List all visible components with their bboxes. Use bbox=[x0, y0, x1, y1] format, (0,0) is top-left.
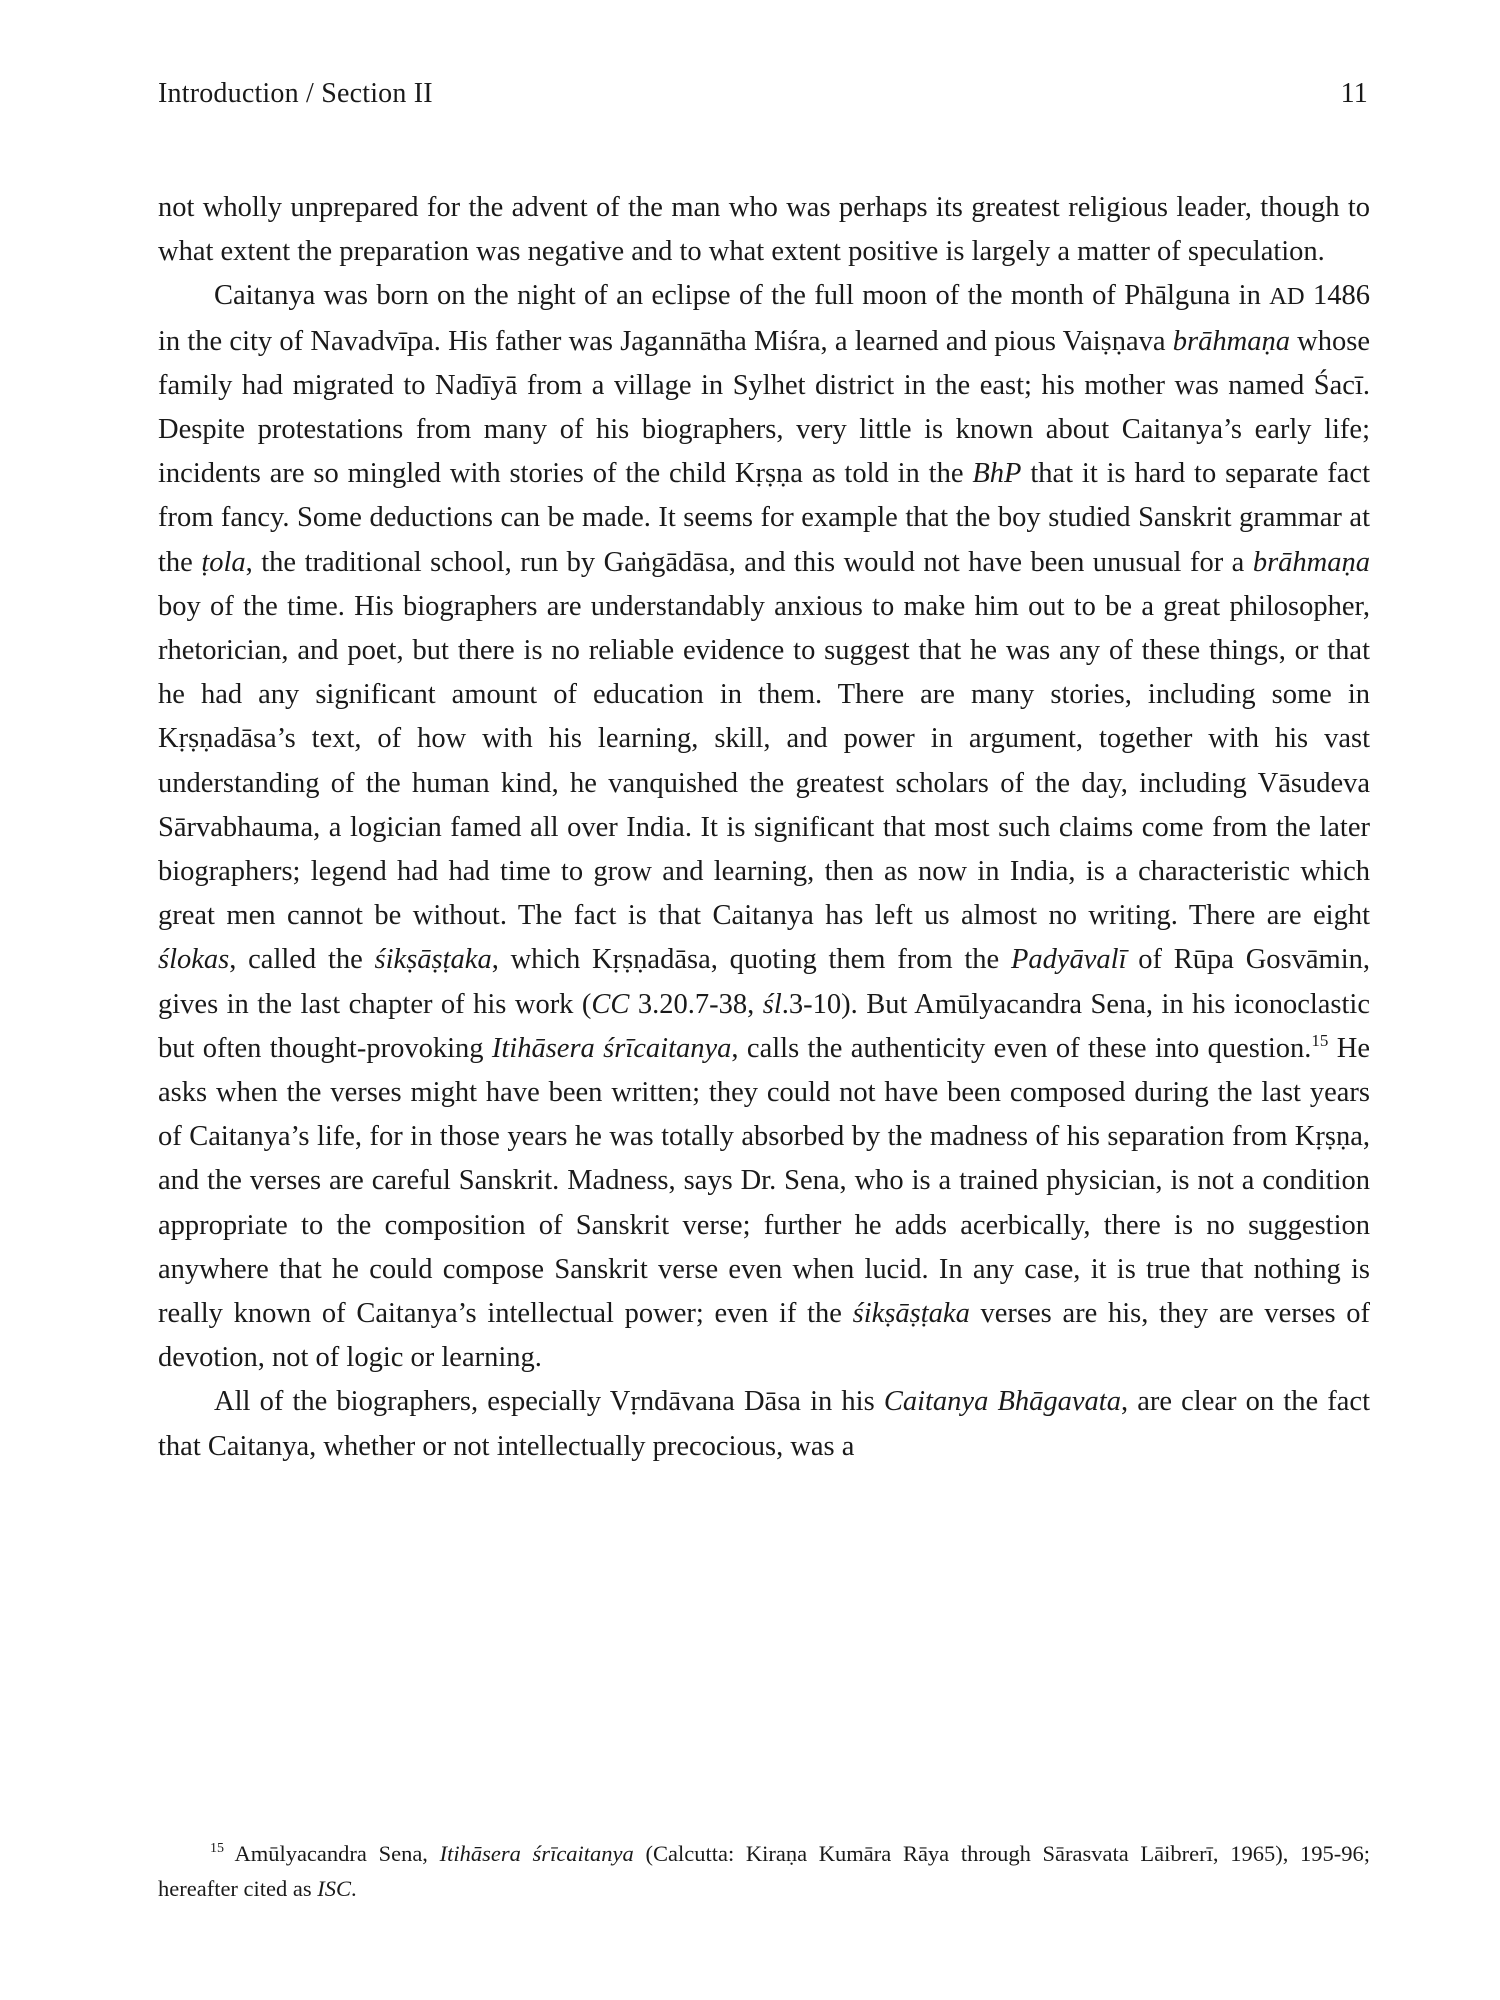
text-run: , called the bbox=[229, 944, 375, 976]
italic-term: Itihāsera śrīcaitanya bbox=[439, 1841, 634, 1866]
footnote-15 bbox=[158, 1836, 1370, 1906]
footnotes bbox=[158, 1836, 1370, 1906]
italic-term: ISC bbox=[317, 1876, 352, 1901]
text-run: whose family had migrated to Nadīyā from a village in Sylhet district in the east; his mother was named Śacī. Despite protestations from many of his biographers, very little is known about Caitanya’s early life; incidents are so mingled with stories of the child Kṛṣṇa as told in the bbox=[158, 325, 1370, 490]
text-run: 3.20.7-38, bbox=[629, 988, 763, 1020]
footnote-number: 15 bbox=[210, 1841, 224, 1856]
italic-term: brāhmaṇa bbox=[1172, 325, 1290, 357]
running-head bbox=[158, 78, 1370, 118]
text-run: All of the biographers, especially Vṛndāvana Dāsa in his bbox=[214, 1386, 884, 1418]
paragraph-3 bbox=[158, 1380, 1370, 1468]
text-run: Caitanya was born on the night of an eclipse of the full moon of the month of Phālguna in bbox=[214, 280, 1270, 312]
italic-term: CC bbox=[591, 988, 630, 1020]
text-run: .3-10). But Amūlyacandra Sena, in his iconoclastic but often thought-provoking bbox=[158, 988, 1370, 1064]
page-number: 11 bbox=[1340, 78, 1368, 109]
italic-term: śikṣāṣṭaka bbox=[852, 1298, 970, 1330]
text-run: . bbox=[351, 1876, 357, 1901]
small-caps-text: AD bbox=[1269, 283, 1305, 311]
italic-term: Padyāvalī bbox=[1010, 944, 1127, 976]
paragraph-2 bbox=[158, 274, 1370, 1380]
text-run: , the traditional school, run by Gaṅgādāsa, and this would not have been unusual for a bbox=[245, 546, 1253, 578]
text-run: (Calcutta: Kiraṇa Kumāra Rāya through Sārasvata Lāibrerī, 1965), 195-96; hereafter cited as bbox=[158, 1841, 1370, 1901]
italic-term: ślokas bbox=[158, 944, 230, 976]
italic-term: brāhmaṇa bbox=[1252, 546, 1370, 578]
paragraph-1 bbox=[158, 186, 1370, 274]
footnote-reference[interactable]: 15 bbox=[1311, 1030, 1329, 1050]
italic-term: śl bbox=[762, 988, 782, 1020]
text-run: that it is hard to separate fact from fancy. Some deductions can be made. It seems for example that the boy studied Sanskrit grammar at the bbox=[158, 458, 1370, 578]
text-run: verses are his, they are verses of devotion, not of logic or learning. bbox=[158, 1298, 1371, 1374]
text-run: not wholly unprepared for the advent of the man who was perhaps its greatest religious leader, though to what extent the preparation was negative and to what extent positive is largely a matter of speculation. bbox=[158, 192, 1370, 268]
text-run: of Rūpa Gosvāmin, gives in the last chapter of his work ( bbox=[158, 944, 1370, 1020]
text-run: , are clear on the fact that Caitanya, whether or not intellectually precocious, was a bbox=[158, 1386, 1370, 1462]
italic-term: Caitanya Bhāgavata bbox=[883, 1386, 1121, 1418]
text-run: He asks when the verses might have been written; they could not have been composed during the last years of Caitanya’s life, for in those years he was totally absorbed by the madness of his separation from Kṛṣṇa, and the verses are careful Sanskrit. Madness, says Dr. Sena, who is a trained physician, is not a condition appropriate to the composition of Sanskrit verse; further he adds acerbically, there is no suggestion anywhere that he could compose Sanskrit verse even when lucid. In any case, it is true that nothing is really known of Caitanya’s intellectual power; even if the bbox=[158, 1032, 1370, 1330]
text-run: Amūlyacandra Sena, bbox=[224, 1841, 440, 1866]
text-run: , which Kṛṣṇadāsa, quoting them from the bbox=[491, 944, 1011, 976]
text-run: 1486 in the city of Navadvīpa. His father was Jagannātha Miśra, a learned and pious Vaiṣṇava bbox=[158, 280, 1370, 357]
italic-term: Itihāsera śrīcaitanya bbox=[491, 1032, 732, 1064]
italic-term: śikṣāṣṭaka bbox=[374, 944, 492, 976]
text-run: , calls the authenticity even of these into question. bbox=[731, 1032, 1312, 1064]
text-run: boy of the time. His biographers are understandably anxious to make him out to be a great philosopher, rhetorician, and poet, but there is no reliable evidence to suggest that he was any of these things, or that he had any significant amount of education in them. There are many stories, including some in Kṛṣṇadāsa’s text, of how with his learning, skill, and power in argument, together with his vast understanding of the human kind, he vanquished the greatest scholars of the day, including Vāsudeva Sārvabhauma, a logician famed all over India. It is significant that most such claims come from the later biographers; legend had had time to grow and learning, then as now in India, is a characteristic which great men cannot be without. The fact is that Caitanya has left us almost no writing. There are eight bbox=[158, 590, 1370, 932]
body-text bbox=[158, 186, 1370, 1469]
italic-term: ṭola bbox=[201, 546, 246, 578]
running-head-title: Introduction / Section II bbox=[158, 78, 433, 109]
italic-term: BhP bbox=[972, 458, 1022, 490]
